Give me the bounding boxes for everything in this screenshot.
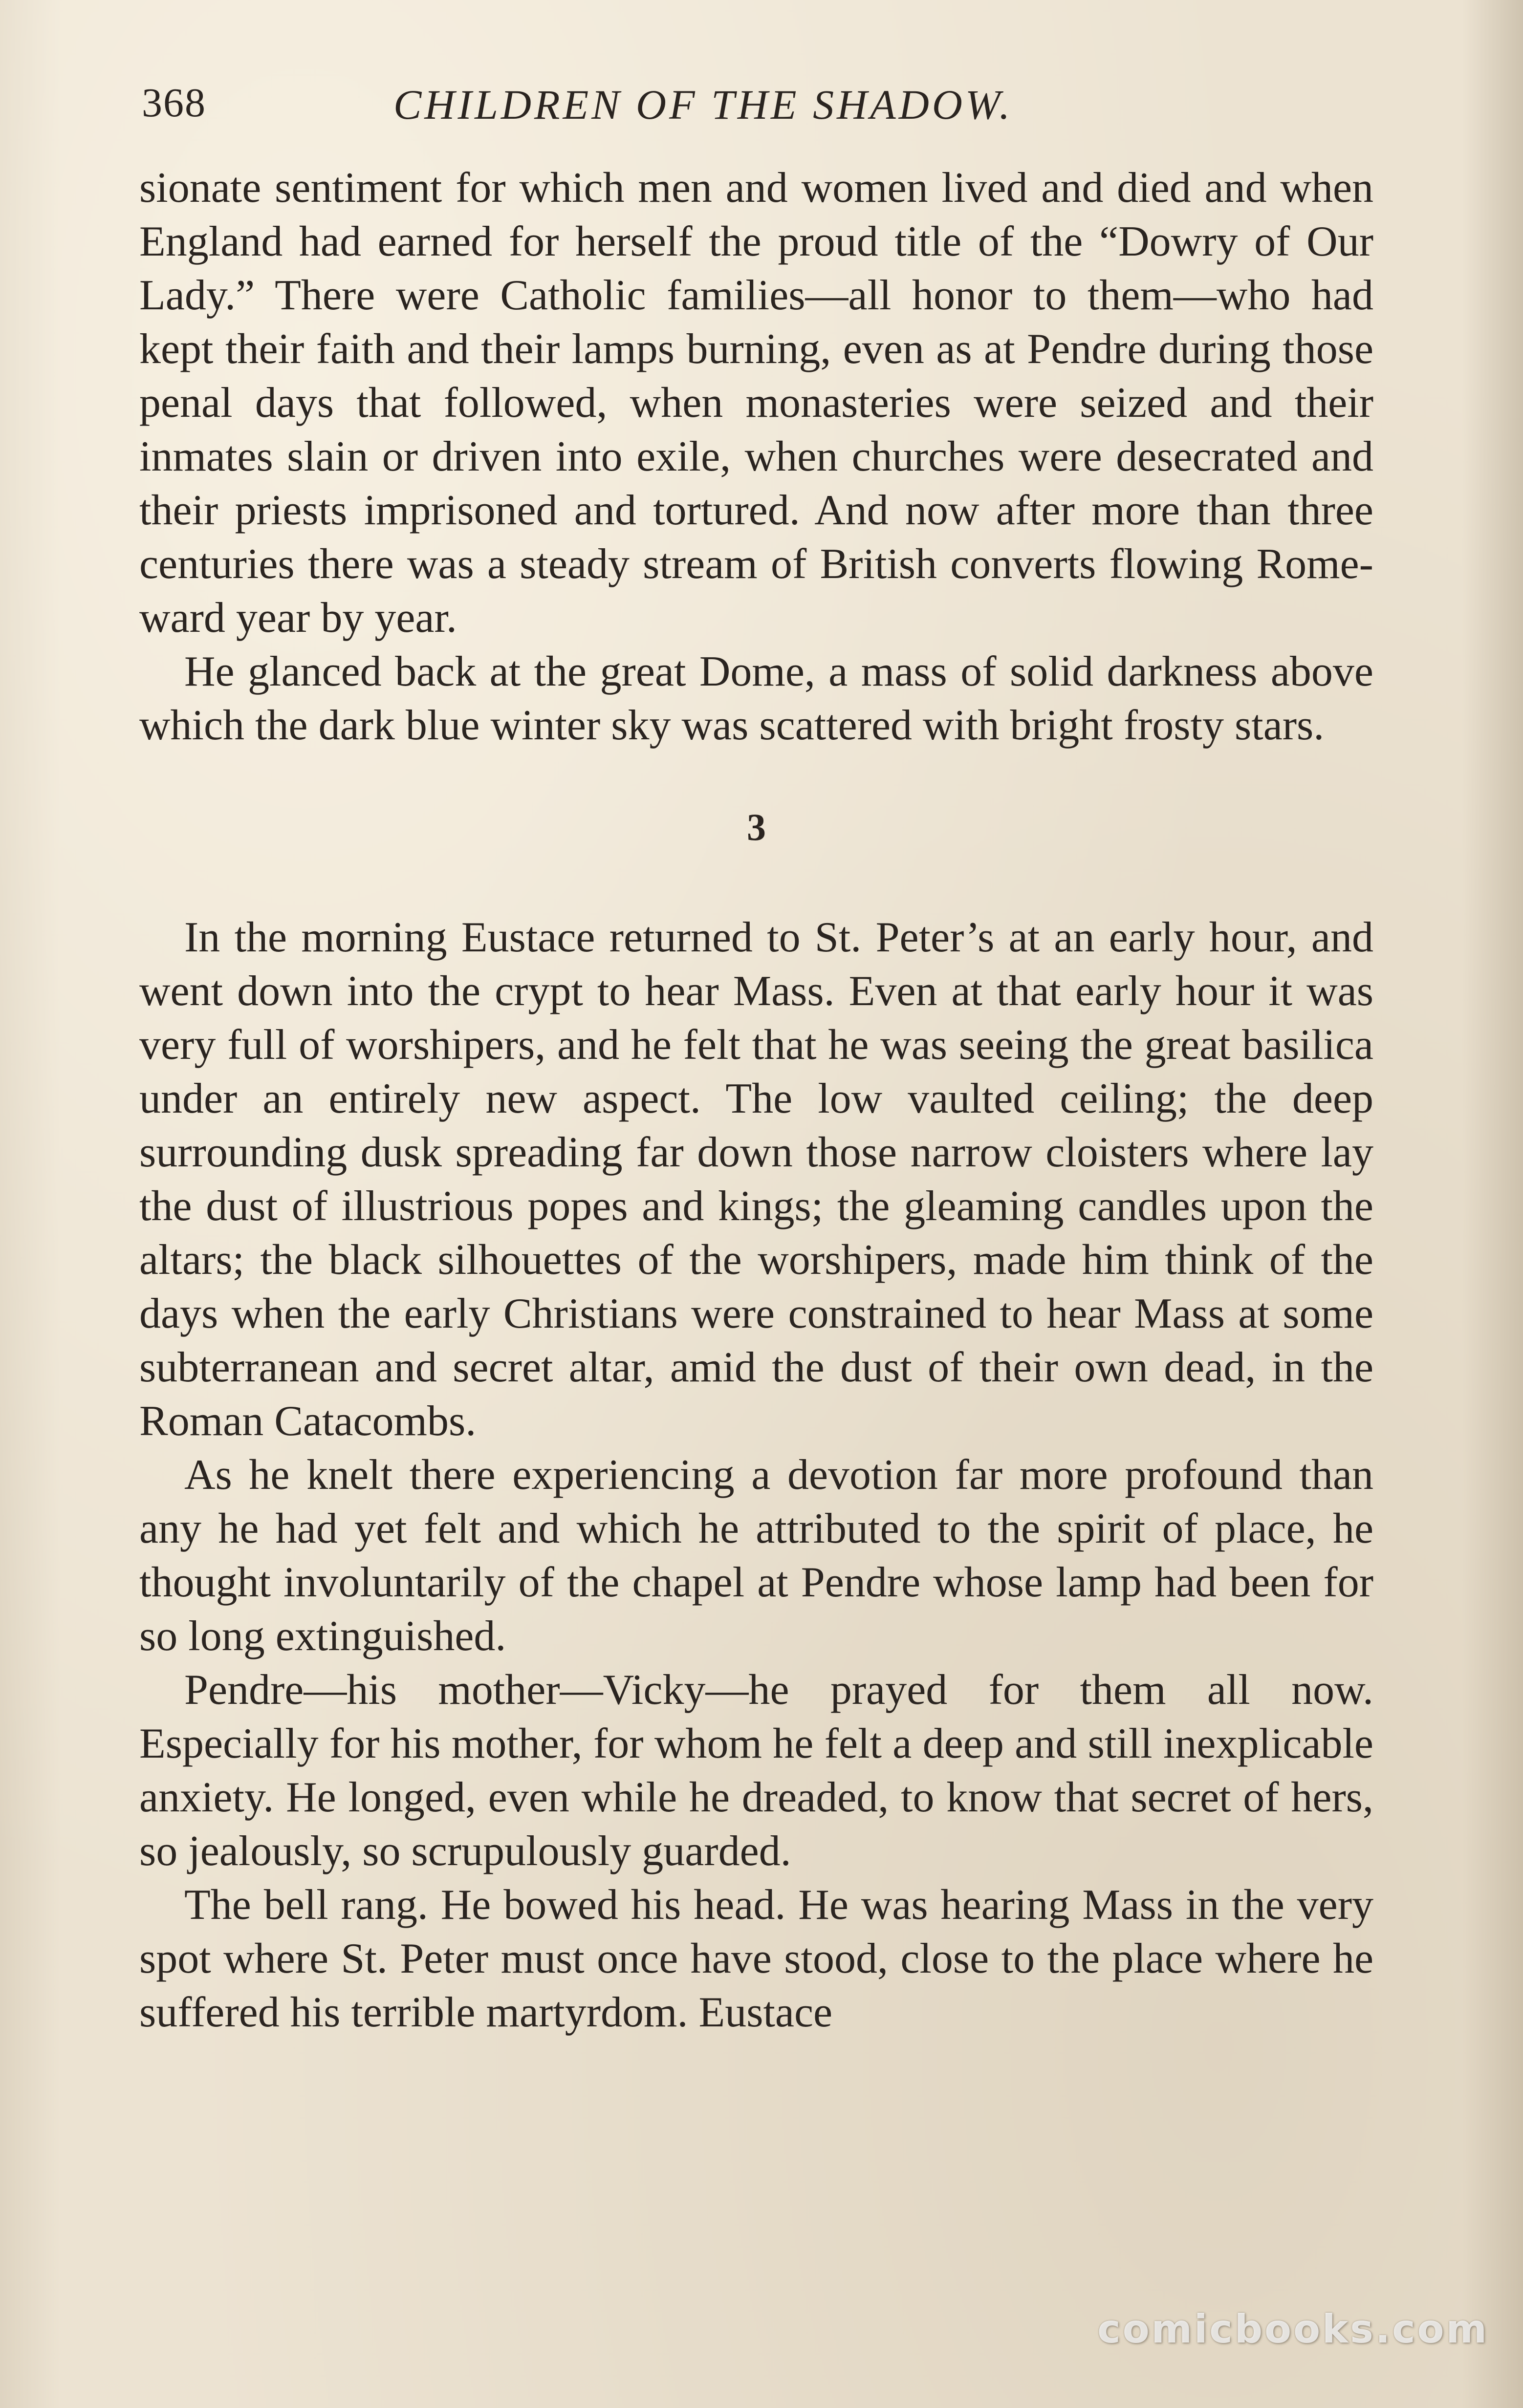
page-header <box>137 73 1373 137</box>
paragraph-dome: He glanced back at the great Dome, a mass of solid darkness above which the dark blue winter sky was scattered with bright frosty stars. <box>139 648 1373 749</box>
running-head: CHILDREN OF THE SHADOW. <box>393 81 1013 128</box>
watermark-logo: comicbooks.com <box>1097 2306 1489 2352</box>
page-body <box>139 161 1373 2040</box>
page-number: 368 <box>142 80 206 126</box>
paragraph-kneeling: As he knelt there experiencing a devotion far more profound than any he had yet felt and which he attributed to the spirit of place, he thought involuntarily of the chapel at Pendre whose lamp had been for so long extinguished. <box>139 1451 1373 1660</box>
paragraph-prayer: Pendre—his mother—Vicky—he prayed for them all now. Especially for his mother, for whom he felt a deep and still inexplicable anxiety. He longed, even while he dreaded, to know that secret of hers, so jealously, so scrupulously guarded. <box>139 1666 1373 1875</box>
section-number: 3 <box>747 806 766 848</box>
paragraph-bell: The bell rang. He bowed his head. He was hearing Mass in the very spot where St. Peter must once have stood, close to the place where he suffered his terrible martyrdom. Eustace <box>139 1881 1373 2036</box>
paragraph-continued: sionate sentiment for which men and women lived and died and when England had earned for herself the proud title of the “Dowry of Our Lady.” There were Catholic families—all honor to them—who had kept their faith and their lamps burning, even as at Pendre during those penal days that followed, when monasteries were seized and their inmates slain or driven into exile, when churches were desecrated and their priests imprisoned and tortured. And now after more than three centuries there was a steady stream of British converts flowing Rome-ward year by year. <box>139 164 1373 642</box>
paragraph-crypt: In the morning Eustace returned to St. Peter’s at an early hour, and went down into the crypt to hear Mass. Even at that early hour it was very full of worshipers, and he felt that he was seeing the great basilica under an entirely new aspect. The low vaulted ceiling; the deep surrounding dusk spreading far down those narrow cloisters where lay the dust of illustrious popes and kings; the gleaming candles upon the altars; the black silhouettes of the worshipers, made him think of the days when the early Christians were constrained to hear Mass at some subterranean and secret altar, amid the dust of their own dead, in the Roman Catacombs. <box>139 914 1373 1445</box>
